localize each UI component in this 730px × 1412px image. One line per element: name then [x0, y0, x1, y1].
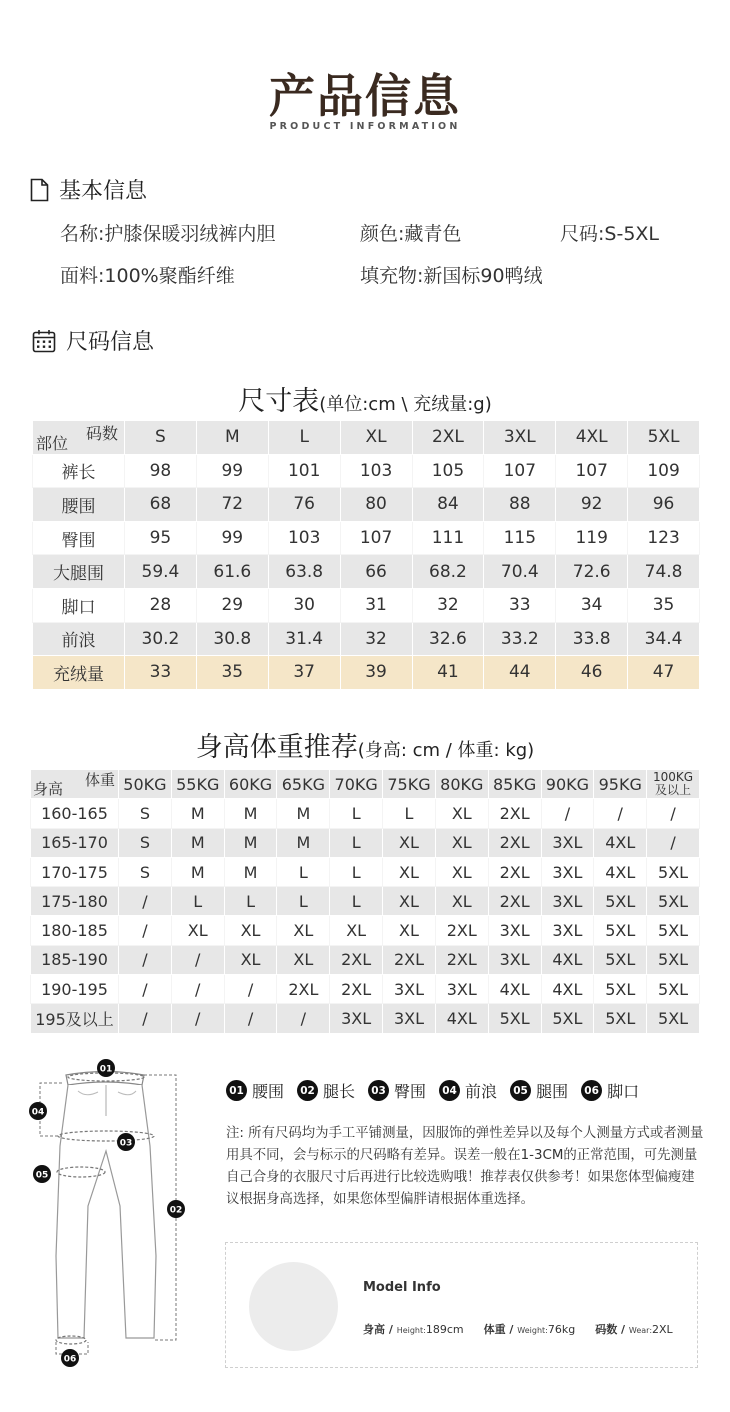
row-label: 大腿围 [33, 555, 125, 589]
table-cell: 3XL [383, 975, 436, 1004]
row-label: 腰围 [33, 488, 125, 522]
table-cell: 39 [340, 656, 412, 690]
rec-table-header-row [31, 770, 700, 799]
legend-number: 02 [297, 1080, 318, 1101]
table-cell: 3XL [383, 1004, 436, 1033]
table-row [33, 454, 700, 488]
product-name: 名称:护膝保暖羽绒裤内胆 [60, 223, 276, 245]
height-label: 180-185 [31, 916, 119, 945]
table-cell: XL [383, 916, 436, 945]
size-table-unit: (单位:cm \ 充绒量:g) [319, 394, 492, 415]
legend-number: 06 [581, 1080, 602, 1101]
table-cell: 33 [125, 656, 197, 690]
table-cell: 5XL [647, 975, 700, 1004]
table-cell: 4XL [541, 945, 594, 974]
table-row [31, 916, 700, 945]
height-label: 175-180 [31, 887, 119, 916]
weight-column-header: 70KG [330, 770, 383, 799]
table-cell: / [171, 945, 224, 974]
legend-number: 05 [510, 1080, 531, 1101]
table-cell: 3XL [541, 887, 594, 916]
table-cell: XL [383, 828, 436, 857]
size-column-header: 5XL [628, 421, 700, 455]
table-cell: 34 [556, 588, 628, 622]
height-label: 170-175 [31, 857, 119, 886]
svg-text:02: 02 [169, 1205, 183, 1216]
legend-item [581, 1079, 639, 1102]
measurement-note: 注: 所有尺码均为手工平铺测量，因服饰的弹性差异以及每个人测量方式或者测量用具不同，会与标示的尺码略有差异。误差一般在1-3CM的正常范围，可先测量自己合身的衣服尺寸后再进行比较选购哦！推荐表仅供参考！如果您体型偏瘦建议根据身高选择，如果您体型偏胖请根据体重选择。 [226, 1126, 704, 1207]
page-subtitle: PRODUCT INFORMATION [269, 121, 461, 132]
table-cell: 107 [484, 454, 556, 488]
table-cell: 107 [556, 454, 628, 488]
table-cell: 2XL [488, 887, 541, 916]
weight-column-header: 95KG [594, 770, 647, 799]
table-cell: 34.4 [628, 622, 700, 656]
rec-table-title [0, 725, 730, 764]
product-size-range: 尺码:S-5XL [560, 223, 660, 245]
table-cell: L [330, 828, 383, 857]
table-cell: 109 [628, 454, 700, 488]
table-cell: / [119, 887, 172, 916]
row-label: 裤长 [33, 454, 125, 488]
table-cell: XL [277, 945, 330, 974]
table-cell: XL [435, 828, 488, 857]
size-table-corner-cell [33, 421, 125, 455]
table-cell: 68 [125, 488, 197, 522]
weight-column-header [647, 770, 700, 799]
weight-header-line: 100KG [653, 770, 694, 785]
table-cell: 96 [628, 488, 700, 522]
svg-text:04: 04 [31, 1107, 45, 1118]
table-cell: 92 [556, 488, 628, 522]
svg-text:05: 05 [35, 1170, 49, 1181]
model-info-card [225, 1242, 698, 1368]
table-cell: XL [224, 945, 277, 974]
table-cell: / [119, 975, 172, 1004]
table-cell: / [119, 1004, 172, 1033]
rec-table [30, 769, 700, 1034]
table-cell: XL [435, 857, 488, 886]
weight-column-header: 80KG [435, 770, 488, 799]
pants-measurement-diagram [26, 1056, 196, 1372]
table-cell: 88 [484, 488, 556, 522]
table-cell: 2XL [435, 945, 488, 974]
table-cell: 28 [125, 588, 197, 622]
table-cell: 41 [412, 656, 484, 690]
weight-column-header: 55KG [171, 770, 224, 799]
table-cell: 32.6 [412, 622, 484, 656]
table-cell: 5XL [594, 916, 647, 945]
legend-label: 腿围 [536, 1082, 569, 1101]
table-cell: 2XL [435, 916, 488, 945]
legend-label: 腿长 [323, 1082, 356, 1101]
row-label: 脚口 [33, 588, 125, 622]
table-row [31, 1004, 700, 1033]
table-cell: 123 [628, 521, 700, 555]
basic-info-heading [30, 174, 147, 205]
table-cell: 5XL [647, 857, 700, 886]
table-cell: / [119, 945, 172, 974]
table-cell: 31.4 [268, 622, 340, 656]
table-cell: M [171, 828, 224, 857]
height-label: 195及以上 [31, 1004, 119, 1033]
legend-number: 04 [439, 1080, 460, 1101]
table-cell: 5XL [488, 1004, 541, 1033]
table-row [31, 799, 700, 828]
weight-column-header: 85KG [488, 770, 541, 799]
table-cell: 37 [268, 656, 340, 690]
table-cell: 3XL [541, 857, 594, 886]
table-cell: 46 [556, 656, 628, 690]
legend-item [297, 1079, 355, 1102]
row-label: 臀围 [33, 521, 125, 555]
table-cell: / [119, 916, 172, 945]
table-cell: 5XL [594, 1004, 647, 1033]
height-label: 165-170 [31, 828, 119, 857]
page-title: 产品信息 [269, 69, 461, 123]
table-cell: 5XL [594, 945, 647, 974]
model-info-title: Model Info [363, 1280, 441, 1295]
table-row [31, 828, 700, 857]
table-cell: 32 [340, 622, 412, 656]
legend-number: 01 [226, 1080, 247, 1101]
table-cell: 111 [412, 521, 484, 555]
table-cell: 103 [340, 454, 412, 488]
table-cell: XL [171, 916, 224, 945]
size-column-header: 4XL [556, 421, 628, 455]
table-cell: 4XL [435, 1004, 488, 1033]
table-row [31, 975, 700, 1004]
table-cell: M [224, 828, 277, 857]
legend-item [226, 1079, 284, 1102]
table-cell: 33.8 [556, 622, 628, 656]
legend-label: 腰围 [252, 1082, 285, 1101]
table-cell: 2XL [488, 799, 541, 828]
corner-bottom-label: 部位 [36, 433, 69, 453]
legend-label: 臀围 [394, 1082, 427, 1101]
table-cell: / [647, 799, 700, 828]
table-row [33, 656, 700, 690]
table-cell: M [224, 857, 277, 886]
table-cell: 63.8 [268, 555, 340, 589]
table-cell: L [330, 887, 383, 916]
corner-top-label: 码数 [85, 424, 118, 443]
table-cell: L [224, 887, 277, 916]
table-cell: 30.8 [196, 622, 268, 656]
table-cell: 3XL [435, 975, 488, 1004]
size-table-header-row [33, 421, 700, 455]
table-cell: 35 [628, 588, 700, 622]
size-column-header: M [196, 421, 268, 455]
table-cell: 5XL [647, 887, 700, 916]
weight-column-header: 90KG [541, 770, 594, 799]
size-column-header: 3XL [484, 421, 556, 455]
table-cell: 35 [196, 656, 268, 690]
weight-header-line: 及以上 [655, 783, 692, 798]
model-height: 身高 / Height:189cm [363, 1323, 464, 1336]
diagram-mark-02 [167, 1200, 185, 1218]
size-column-header: S [125, 421, 197, 455]
size-info-heading-label: 尺码信息 [66, 330, 155, 355]
table-cell: 72.6 [556, 555, 628, 589]
table-cell: 32 [412, 588, 484, 622]
rec-table-corner-cell [31, 770, 119, 799]
weight-column-header: 65KG [277, 770, 330, 799]
product-color: 颜色:藏青色 [360, 223, 462, 245]
table-cell: 3XL [541, 828, 594, 857]
table-cell: S [119, 828, 172, 857]
table-cell: 3XL [488, 945, 541, 974]
table-cell: L [277, 857, 330, 886]
size-table-title-main: 尺寸表 [238, 386, 320, 417]
table-row [33, 588, 700, 622]
table-cell: 107 [340, 521, 412, 555]
table-cell: XL [383, 887, 436, 916]
table-row [31, 945, 700, 974]
table-cell: 72 [196, 488, 268, 522]
table-cell: 103 [268, 521, 340, 555]
table-cell: 3XL [330, 1004, 383, 1033]
size-column-header: XL [340, 421, 412, 455]
table-cell: / [224, 975, 277, 1004]
table-cell: 115 [484, 521, 556, 555]
table-cell: XL [435, 799, 488, 828]
weight-column-header: 60KG [224, 770, 277, 799]
table-cell: 5XL [594, 975, 647, 1004]
table-cell: / [647, 828, 700, 857]
weight-column-header: 75KG [383, 770, 436, 799]
size-table [32, 420, 700, 690]
height-label: 185-190 [31, 945, 119, 974]
table-row [31, 887, 700, 916]
height-label: 160-165 [31, 799, 119, 828]
table-cell: 95 [125, 521, 197, 555]
table-cell: 80 [340, 488, 412, 522]
diagram-mark-01 [97, 1059, 115, 1077]
table-row [31, 857, 700, 886]
table-cell: 5XL [647, 1004, 700, 1033]
table-cell: 59.4 [125, 555, 197, 589]
table-cell: 74.8 [628, 555, 700, 589]
table-row [33, 622, 700, 656]
table-cell: / [171, 975, 224, 1004]
table-cell: 70.4 [484, 555, 556, 589]
row-label: 前浪 [33, 622, 125, 656]
row-label: 充绒量 [33, 656, 125, 690]
table-cell: 119 [556, 521, 628, 555]
rec-table-unit: (身高: cm / 体重: kg) [357, 740, 535, 761]
model-weight: 体重 / Weight:76kg [483, 1323, 576, 1336]
table-cell: S [119, 857, 172, 886]
table-cell: XL [383, 857, 436, 886]
table-cell: 5XL [647, 945, 700, 974]
table-cell: L [330, 857, 383, 886]
legend-item [368, 1079, 426, 1102]
table-cell: M [171, 799, 224, 828]
corner-bottom-label: 身高 [33, 780, 64, 799]
table-row [33, 488, 700, 522]
corner-top-label: 体重 [84, 771, 115, 789]
legend-item [510, 1079, 568, 1102]
table-cell: / [594, 799, 647, 828]
table-cell: 5XL [594, 887, 647, 916]
document-icon [30, 178, 49, 202]
table-cell: 4XL [541, 975, 594, 1004]
table-cell: 105 [412, 454, 484, 488]
size-info-heading [32, 325, 154, 356]
table-cell: / [541, 799, 594, 828]
table-cell: 68.2 [412, 555, 484, 589]
table-cell: 2XL [330, 975, 383, 1004]
table-cell: / [224, 1004, 277, 1033]
svg-text:01: 01 [99, 1064, 113, 1075]
table-cell: 101 [268, 454, 340, 488]
table-cell: S [119, 799, 172, 828]
table-cell: L [330, 799, 383, 828]
legend-label: 前浪 [465, 1082, 498, 1101]
table-cell: 30.2 [125, 622, 197, 656]
table-cell: 61.6 [196, 555, 268, 589]
table-cell: 33.2 [484, 622, 556, 656]
diagram-mark-06 [61, 1349, 79, 1367]
weight-column-header: 50KG [119, 770, 172, 799]
legend-label: 脚口 [607, 1082, 640, 1101]
measurement-legend [226, 1079, 652, 1102]
table-cell: / [171, 1004, 224, 1033]
table-cell: 31 [340, 588, 412, 622]
model-avatar [249, 1262, 338, 1351]
rec-table-title-main: 身高体重推荐 [195, 732, 358, 763]
table-cell: 2XL [488, 857, 541, 886]
product-fabric: 面料:100%聚酯纤维 [60, 265, 235, 287]
table-cell: 44 [484, 656, 556, 690]
model-stats [363, 1321, 673, 1337]
calendar-icon [32, 329, 56, 353]
table-cell: XL [435, 887, 488, 916]
svg-text:06: 06 [63, 1354, 77, 1365]
table-cell: XL [330, 916, 383, 945]
height-label: 190-195 [31, 975, 119, 1004]
table-cell: / [277, 1004, 330, 1033]
size-column-header: L [268, 421, 340, 455]
table-cell: XL [277, 916, 330, 945]
table-cell: 76 [268, 488, 340, 522]
table-cell: 2XL [330, 945, 383, 974]
legend-item [439, 1079, 497, 1102]
diagram-mark-03 [117, 1133, 135, 1151]
table-cell: M [171, 857, 224, 886]
table-cell: M [277, 828, 330, 857]
table-cell: M [277, 799, 330, 828]
size-column-header: 2XL [412, 421, 484, 455]
table-cell: 3XL [488, 916, 541, 945]
svg-text:03: 03 [119, 1138, 133, 1149]
table-cell: 33 [484, 588, 556, 622]
table-cell: L [383, 799, 436, 828]
table-cell: 5XL [647, 916, 700, 945]
table-cell: 84 [412, 488, 484, 522]
table-cell: XL [224, 916, 277, 945]
table-row [33, 555, 700, 589]
table-cell: 3XL [541, 916, 594, 945]
table-cell: 2XL [277, 975, 330, 1004]
diagram-mark-04 [29, 1102, 47, 1120]
table-row [33, 521, 700, 555]
table-cell: L [277, 887, 330, 916]
table-cell: 2XL [383, 945, 436, 974]
basic-info-heading-label: 基本信息 [59, 179, 148, 204]
table-cell: 5XL [541, 1004, 594, 1033]
table-cell: 4XL [594, 828, 647, 857]
table-cell: 98 [125, 454, 197, 488]
table-cell: 47 [628, 656, 700, 690]
table-cell: 30 [268, 588, 340, 622]
table-cell: 99 [196, 454, 268, 488]
diagram-mark-05 [33, 1165, 51, 1183]
table-cell: 4XL [594, 857, 647, 886]
size-table-title [0, 379, 730, 418]
table-cell: 4XL [488, 975, 541, 1004]
table-cell: 2XL [488, 828, 541, 857]
table-cell: L [171, 887, 224, 916]
table-cell: 99 [196, 521, 268, 555]
table-cell: 29 [196, 588, 268, 622]
model-wear-size: 码数 / Wear:2XL [595, 1323, 673, 1336]
legend-number: 03 [368, 1080, 389, 1101]
table-cell: M [224, 799, 277, 828]
table-cell: 66 [340, 555, 412, 589]
product-filling: 填充物:新国标90鸭绒 [360, 265, 543, 287]
